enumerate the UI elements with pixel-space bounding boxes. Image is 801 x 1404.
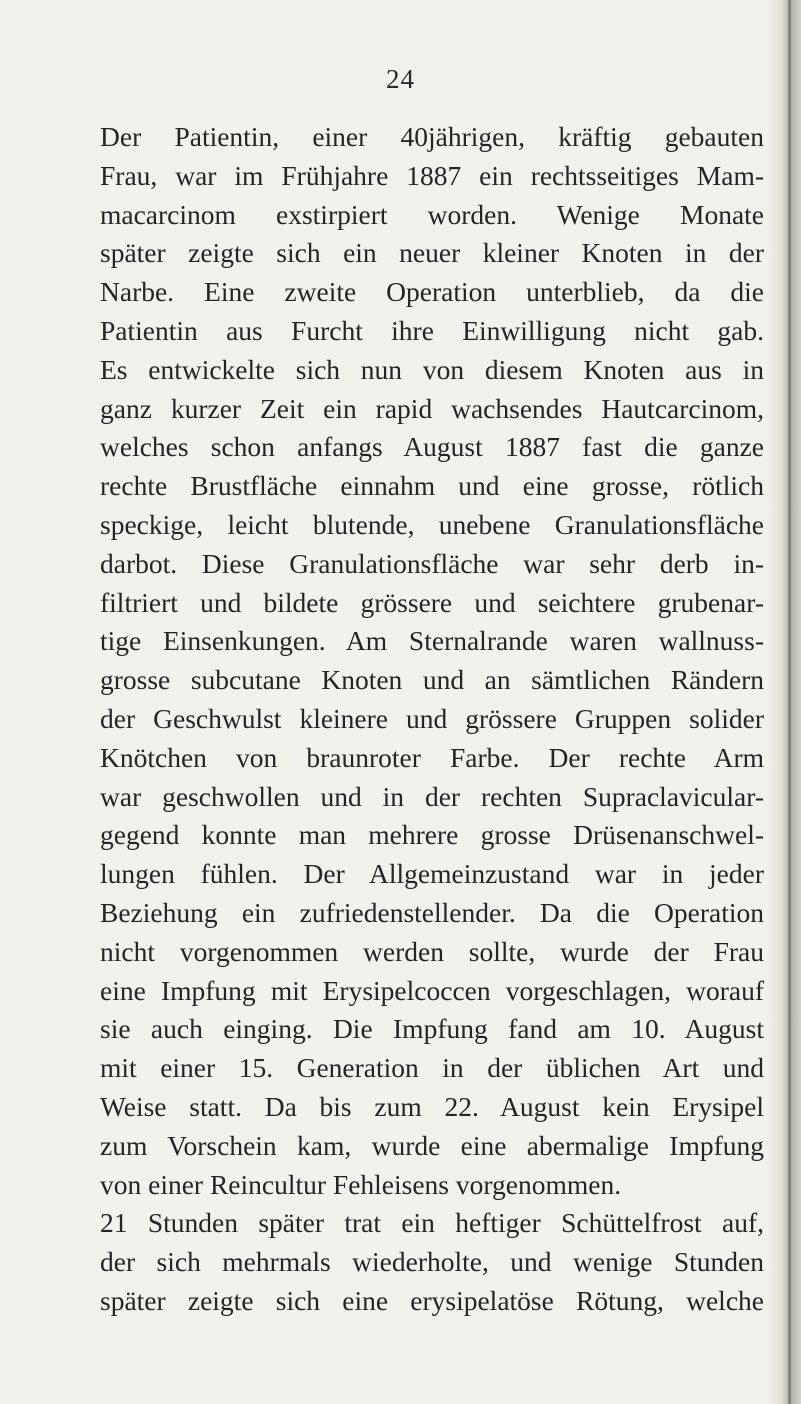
text-line: Weise statt. Da bis zum 22. August kein Erysipel (100, 1090, 764, 1122)
text-line: war geschwollen und in der rechten Supraclavicular- (100, 780, 764, 812)
text-line: Narbe. Eine zweite Operation unterblieb, da die (100, 276, 764, 308)
text-line: lungen fühlen. Der Allgemeinzustand war in jeder (100, 858, 764, 890)
text-line: Patientin aus Furcht ihre Einwilligung nicht gab. (100, 314, 764, 346)
text-line: der sich mehrmals wiederholte, und wenige Stunden (100, 1246, 764, 1278)
page-edge-line (788, 0, 791, 1404)
page-edge-shadow (767, 0, 801, 1404)
text-line: macarcinom exstirpiert worden. Wenige Monate (100, 198, 764, 230)
text-line: sie auch einging. Die Impfung fand am 10. August (100, 1013, 764, 1045)
text-line: der Geschwulst kleinere und grössere Gruppen solider (100, 702, 764, 734)
page-number: 24 (386, 64, 415, 94)
text-line: später zeigte sich ein neuer kleiner Knoten in der (100, 237, 764, 269)
text-line: Der Patientin, einer 40jährigen, kräftig gebauten (100, 121, 764, 152)
text-line: Es entwickelte sich nun von diesem Knoten aus in (100, 353, 764, 385)
text-line: zum Vorschein kam, wurde eine abermalige Impfung (100, 1129, 764, 1161)
text-line: 21 Stunden später trat ein heftiger Schüttelfrost auf, (100, 1207, 764, 1239)
text-line: darbot. Diese Granulationsfläche war sehr derb in- (100, 547, 764, 579)
text-line: grosse subcutane Knoten und an sämtlichen Rändern (100, 664, 764, 696)
text-line: später zeigte sich eine erysipelatöse Rötung, welche (100, 1284, 764, 1316)
text-line: eine Impfung mit Erysipelcoccen vorgeschlagen, worauf (100, 974, 764, 1006)
text-line: Frau, war im Frühjahre 1887 ein rechtsseitiges Mam- (100, 159, 764, 191)
text-line: ganz kurzer Zeit ein rapid wachsendes Hautcarcinom, (100, 392, 764, 424)
text-line: welches schon anfangs August 1887 fast die ganze (100, 431, 764, 463)
body-text (100, 118, 764, 1321)
text-line: von einer Reincultur Fehleisens vorgenommen. (100, 1168, 622, 1200)
text-line: tige Einsenkungen. Am Sternalrande waren wallnuss- (100, 625, 764, 657)
text-line: speckige, leicht blutende, unebene Granulationsfläche (100, 508, 764, 540)
text-line: filtriert und bildete grössere und seichtere grubenar- (100, 586, 764, 618)
text-line: mit einer 15. Generation in der üblichen Art und (100, 1052, 764, 1084)
text-line: nicht vorgenommen werden sollte, wurde der Frau (100, 935, 764, 967)
text-line: Knötchen von braunroter Farbe. Der rechte Arm (100, 741, 764, 773)
text-line: Beziehung ein zufriedenstellender. Da die Operation (100, 896, 764, 928)
text-line: rechte Brustfläche einnahm und eine grosse, rötlich (100, 470, 764, 502)
text-line: gegend konnte man mehrere grosse Drüsenanschwel- (100, 819, 764, 851)
